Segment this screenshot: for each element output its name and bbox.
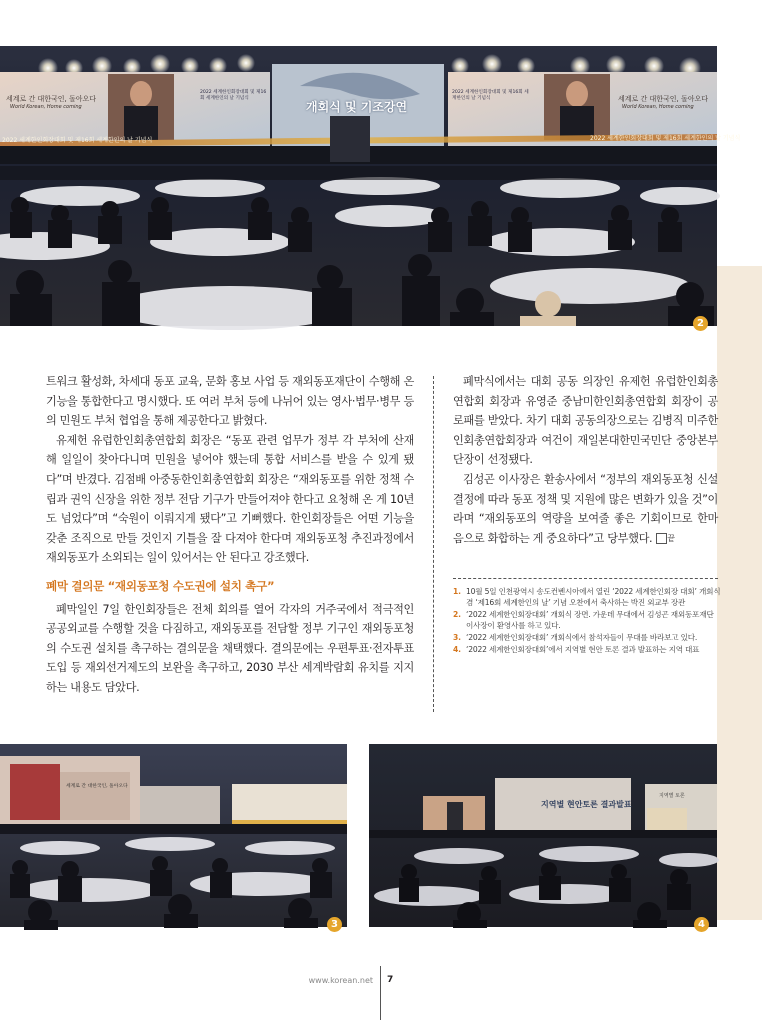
caption-number: 3. (453, 633, 461, 642)
right-screen-banner-en: World Korean, Home coming (622, 104, 694, 110)
article-paragraph: 폐막식에서는 대회 공동 의장인 유제헌 유럽한인회총연합회 회장과 유영준 중남미한인회총연합회 회장이 공로패를 받았다. 차기 대회 공동의장으로는 김병직 미주한인회총연합회장과 여건이 재일본대한민국민단 중앙본부 단장이 선정됐다. (453, 375, 718, 467)
caption-text: ‘2022 세계한인회장대회’ 개회식 장면. 가운데 무대에서 김성곤 재외동포재단 이사장이 환영사를 하고 있다. (466, 610, 714, 630)
event-photo-presentation (369, 744, 717, 930)
caption-item (453, 644, 721, 655)
end-mark-icon: 끝 (656, 533, 667, 544)
left-screen-banner: 세계로 간 대한국인, 돌아오다 (6, 95, 97, 103)
caption-number: 2. (453, 610, 461, 619)
caption-number: 4. (453, 645, 461, 654)
article-subheading: 폐막 결의문 “재외동포청 수도권에 설치 촉구” (46, 578, 275, 593)
page-number: 7 (387, 975, 394, 985)
photo-number-badge-2: 2 (693, 316, 708, 331)
caption-item (453, 632, 721, 643)
event-photo-main-image (0, 46, 717, 326)
article-paragraph: 김성곤 이사장은 환송사에서 “정부의 재외동포청 신설 결정에 따라 동포 정책 및 지원에 많은 변화가 있을 것”이라며 “재외동포의 역량을 보여줄 좋은 기회이므로 한마음으로 화합하는 게 중요하다”고 당부했다. (453, 472, 718, 545)
article-paragraph: 트워크 활성화, 차세대 동포 교육, 문화 홍보 사업 등 재외동포재단이 수행해 온 기능을 통합한다고 명시했다. 또 여러 부처 등에 나뉘어 있는 영사·법무·병무 등의 민원도 부처 협업을 통해 제공한다고 밝혔다. (46, 375, 414, 428)
caption-item (453, 586, 721, 608)
footer-divider (380, 966, 381, 1020)
led-banner-left: 2022 세계한인회장대회 및 제16회 세계한인의 날 기념식 (2, 137, 153, 144)
caption-text: ‘2022 세계한인회장대회’ 개회식에서 참석자들이 무대를 바라보고 있다. (466, 633, 698, 642)
footer-url: www.korean.net (308, 976, 373, 985)
caption-text: ‘2022 세계한인회장대회’에서 지역별 현안 토론 결과 발표하는 지역 대표 (466, 645, 700, 654)
caption-text: 10월 5일 인천광역시 송도컨벤시아에서 열린 ‘2022 세계한인회장 대회’ 개회식 겸 ‘제16회 세계한인의 날’ 기념 오찬에서 축사하는 박진 외교부 장관 (466, 587, 721, 607)
led-banner-right: 2022 세계한인회장대회 및 제16회 세계한인의 날 기념식 (590, 135, 741, 142)
article-paragraph: 유제헌 유럽한인회총연합회 회장은 “동포 관련 업무가 정부 각 부처에 산재해 일일이 찾아다니며 민원을 넣어야 했는데 통합 서비스를 받을 수 있게 됐다”며 반겼다. 김점배 아중동한인회총연합회 회장은 “재외동포를 위한 정책 수립과 권익 신장을 위한 정부 전담 기구가 만들어져야 한다고 요청해 온 게 10년도 넘었다”며 “숙원이 이뤄지게 됐다”고 기뻐했다. 한인회장들은 어떤 기능을 갖춘 조직으로 만들 것인지 기틀을 잘 다져야 한다며 재외동포청 추진과정에서 재외동포가 소외되는 일이 있어서는 안 된다고 강조했다. (46, 433, 414, 565)
photo-captions (453, 586, 721, 656)
photo-number-badge-4: 4 (694, 917, 709, 932)
left-screen-event-title: 2022 세계한인회장대회 및 제16회 세계한인의 날 기념식 (200, 90, 267, 101)
presentation-side-screen-text: 지역별 토론 (659, 793, 685, 799)
column-divider (433, 376, 434, 712)
caption-divider (453, 578, 718, 579)
audience-photo-screen-text: 세계로 간 대한국인, 돌아오다 (66, 784, 128, 789)
center-screen-title: 개회식 및 기조강연 (306, 100, 408, 114)
photo-number-badge-3: 3 (327, 917, 342, 932)
event-photo-audience-image (0, 744, 347, 927)
caption-number: 1. (453, 587, 461, 596)
article-left-column (46, 372, 414, 698)
event-photo-main (0, 46, 741, 329)
article-right-column (453, 372, 718, 548)
caption-item (453, 609, 721, 631)
article-paragraph: 폐막일인 7일 한인회장들은 전체 회의를 열어 각자의 거주국에서 적극적인 공공외교를 수행할 것을 다짐하고, 재외동포를 전담할 정부 기구인 재외동포청의 수도권 설치를 촉구하는 결의문을 채택했다. 결의문에는 우편투표·전자투표 도입 등 재외선거제도의 보완을 촉구하고, 2030 부산 세계박람회 유치를 지지하는 내용도 담았다. (46, 602, 414, 694)
right-screen-banner: 세계로 간 대한국인, 돌아오다 (618, 95, 709, 103)
presentation-screen-title: 지역별 현안토론 결과발표 (541, 800, 632, 809)
right-screen-event-title: 2022 세계한인회장대회 및 제16회 세계한인의 날 기념식 (452, 90, 529, 101)
left-screen-banner-en: World Korean, Home coming (10, 104, 82, 110)
decorative-side-strip (717, 266, 762, 920)
event-photo-audience (0, 744, 347, 930)
event-photo-presentation-image (369, 744, 717, 927)
